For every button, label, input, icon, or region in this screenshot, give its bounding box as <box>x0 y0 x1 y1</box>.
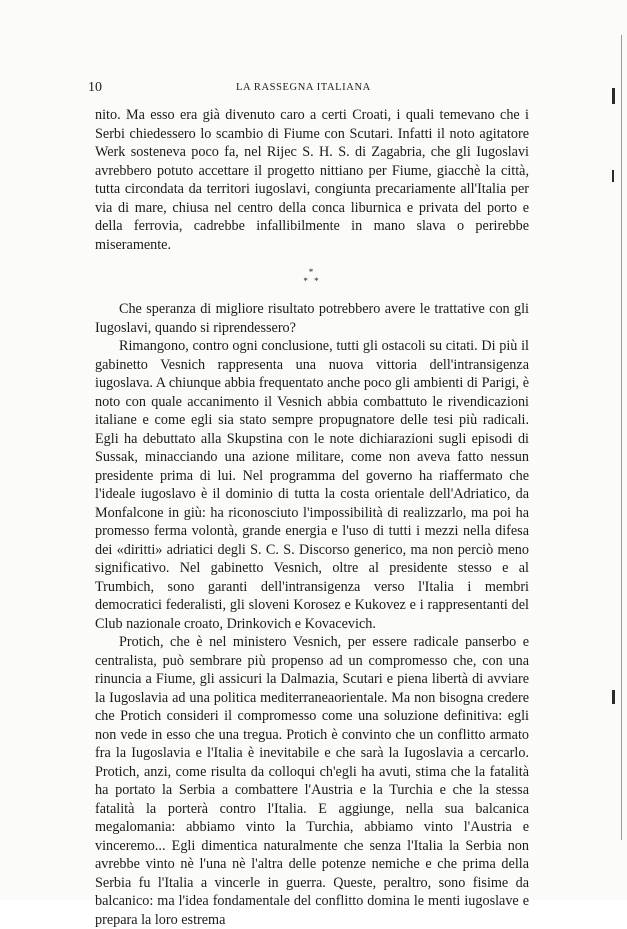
section-separator <box>95 268 529 286</box>
margin-mark <box>612 690 615 704</box>
article-body <box>95 106 529 929</box>
separator-stars-bottom: * * <box>303 276 321 286</box>
page-number: 10 <box>88 80 102 95</box>
paragraph-4: Protich, che è nel ministero Vesnich, per essere radicale panserbo e centralista, può sembrare più propenso ad un compromesso che, con una rinuncia a Fiume, gli assicuri la Dalmazia, Scutari e piena libertà di avviare la Iugoslavia ad una politica mediterraneaorientale. Ma non bisogna credere che Protich consideri il compromesso come una soluzione definitiva: egli non vede in esso che una tregua. Protich è convinto che un conflitto armato fra la Iugoslavia e l'Italia è inevitabile e che sarà la Iugoslavia a cercarlo. Protich, anzi, come risulta da colloqui ch'egli ha avuti, stima che la fatalità ha portato la Serbia a combattere l'Austria e la Turchia e che la stessa fatalità la porterà contro l'Italia. E aggiunge, nella sua balcanica megalomania: abbiamo vinto la Turchia, abbiamo vinto l'Austria e vinceremo... Egli dimentica naturalmente che senza l'Italia la Serbia non avrebbe vinto nè l'una nè l'altra delle potenze nemiche e che prima della Serbia fu l'Italia a vincerle in guerra. Queste, peraltro, sono fisime da balcanico: ma l'idea fondamentale del conflitto domina le menti iugoslave e prepara la loro estrema <box>95 634 529 928</box>
page-edge-line <box>621 35 622 840</box>
paragraph-1: nito. Ma esso era già divenuto caro a certi Croati, i quali temevano che i Serbi chiedessero lo scambio di Fiume con Scutari. Infatti il noto agitatore Werk sosteneva poco fa, nel Rijec S. H. S. di Zagabria, che gli Iugoslavi avrebbero potuto accettare il progetto nittiano per Fiume, giacchè la città, tutta circondata da territori iugoslavi, congiunta precariamente all'Italia per via di mare, chiusa nel centro della conca liburnica e privata del porto e della ferrovia, cadrebbe infallibilmente in mano slava o perirebbe miseramente. <box>95 107 529 253</box>
margin-mark <box>612 170 614 182</box>
running-header <box>88 80 528 96</box>
paragraph-2: Che speranza di migliore risultato potrebbero avere le trattative con gli Iugoslavi, quando si riprendessero? <box>95 301 529 336</box>
separator-star-top: * <box>308 267 316 277</box>
margin-mark <box>612 88 615 104</box>
running-title: LA RASSEGNA ITALIANA <box>236 82 371 93</box>
paragraph-3: Rimangono, contro ogni conclusione, tutti gli ostacoli su citati. Di più il gabinetto Vesnich rappresenta una nuova vittoria dell'intransigenza iugoslava. A chiunque abbia frequentato anche poco gli ambienti di Parigi, è noto con quale accanimento il Vesnich abbia combattuto le rivendicazioni italiane e come egli sia stato sempre propugnatore delle tesi più radicali. Egli ha debuttato alla Skupstina con le note dichiarazioni sugli episodi di Sussak, minacciando una azione militare, come non aveva fatto nessun presidente prima di lui. Nel programma del governo ha riaffermato che l'ideale iugoslavo è il dominio di tutta la costa orientale dell'Adriatico, da Monfalcone in giù: ha riconosciuto l'impossibilità di realizzarlo, ma poi ha promesso ferma volontà, grande energia e l'uso di tutti i mezzi nella difesa dei «diritti» adriatici degli S. C. S. Discorso generico, ma non perciò meno significativo. Nel gabinetto Vesnich, oltre al presidente stesso e al Trumbich, sono garanti dell'intransigenza verso l'Italia i membri democratici federalisti, gli sloveni Korosez e Kukovez e i rappresentanti del Club nazionale croato, Drinkovich e Kovacevich. <box>95 338 529 632</box>
